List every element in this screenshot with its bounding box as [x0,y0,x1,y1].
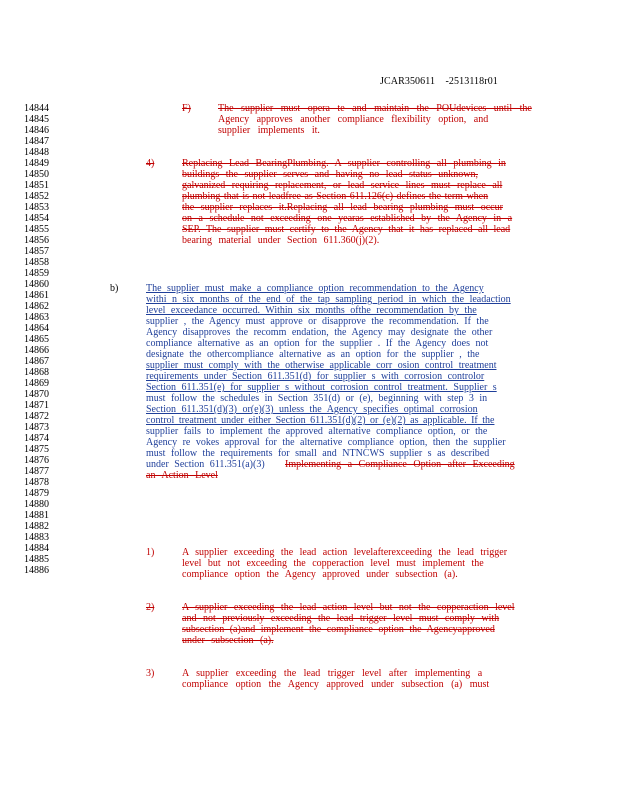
block-b-line: withi n six months of the end of the tap sampling period in which the leadaction [146,294,511,305]
block-b-line: supplier must comply with the otherwise applicable corr osion control treatment [146,360,497,371]
line-number: 14875 [24,444,49,455]
line-number: 14881 [24,510,49,521]
block-4-line: galvanized requiring replacement, or lead service lines must replace all [182,180,503,191]
line-number: 14848 [24,147,49,158]
block-b-line: compliance alternative as an option for the supplier . If the Agency does not [146,338,489,349]
block-f-line: supplier implements it. [218,125,320,136]
item-1-line: A supplier exceeding the lead action levelafterexceeding the lead trigger [182,547,508,558]
line-number: 14845 [24,114,49,125]
block-4-line: buildings the supplier serves and having no lead status unknown, [182,169,478,180]
line-number: 14879 [24,488,49,499]
line-number: 14877 [24,466,49,477]
line-number: 14859 [24,268,49,279]
line-number: 14844 [24,103,49,114]
block-b-deleted-heading: Implementing a Compliance Option after Exceeding [285,459,515,470]
document-version: -2513118r01 [445,76,498,87]
line-number: 14855 [24,224,49,235]
block-4-line: Replacing Lead BearingPlumbing. A supplier controlling all plumbing in [182,158,506,169]
line-number: 14868 [24,367,49,378]
line-number: 14869 [24,378,49,389]
line-number: 14850 [24,169,49,180]
item-3-line: compliance option the Agency approved under subsection (a) must [182,679,490,690]
item-2-line: A supplier exceeding the lead action level but not the copperaction level [182,602,515,613]
line-number: 14884 [24,543,49,554]
block-b-line: control treatment under either Section 611.351(d)(2) or (e)(2) as applicable. If the [146,415,495,426]
line-number: 14857 [24,246,49,257]
block-b-marker: b) [110,283,119,294]
item-1-marker: 1) [146,547,155,558]
line-number: 14866 [24,345,49,356]
line-number: 14883 [24,532,49,543]
line-number: 14861 [24,290,49,301]
line-number: 14856 [24,235,49,246]
block-b-line: designate the othercompliance alternative as an option for the supplier , the [146,349,480,360]
block-b-line: must follow the schedules in Section 351(d) or (e), beginning with step 3 in [146,393,488,404]
line-number: 14864 [24,323,49,334]
line-number: 14870 [24,389,49,400]
block-b-line: supplier , the Agency must approve or disapprove the recommendation. If the [146,316,489,327]
item-3-line: A supplier exceeding the lead trigger level after implementing a [182,668,483,679]
line-number: 14851 [24,180,49,191]
line-number: 14846 [24,125,49,136]
line-number: 14867 [24,356,49,367]
block-4-line: bearing material under Section 611.360(j)(2). [182,235,380,246]
item-1-line: compliance option the Agency approved under subsection (a). [182,569,458,580]
block-b-line: supplier fails to implement the approved alternative compliance option, or the [146,426,488,437]
block-f-line: The supplier must opera te and maintain the POUdevices until the [218,103,532,114]
line-number: 14858 [24,257,49,268]
block-4-line: on a schedule not exceeding one yearas established by the Agency in a [182,213,513,224]
line-number: 14874 [24,433,49,444]
block-b-line: Agency re vokes approval for the alternative compliance option, then the supplier [146,437,506,448]
line-number: 14878 [24,477,49,488]
block-4-line: SEP. The supplier must certify to the Agency that it has replaced all lead [182,224,511,235]
line-number: 14862 [24,301,49,312]
line-number: 14886 [24,565,49,576]
block-4-line: plumbing that is not leadfree as Section 611.126(c) defines the term when [182,191,489,202]
line-number: 14880 [24,499,49,510]
block-f-marker: F) [182,103,191,114]
line-number: 14885 [24,554,49,565]
item-2-line: and not previously exceeding the lead trigger level must comply with [182,613,500,624]
block-b-line: requirements under Section 611.351(d) for supplier s with corrosion controlor [146,371,485,382]
block-b-line: Section 611.351(e) for supplier s without corrosion control treatment. Supplier s [146,382,497,393]
line-number: 14865 [24,334,49,345]
item-2-line: under subsection (a). [182,635,274,646]
line-number: 14847 [24,136,49,147]
line-number: 14876 [24,455,49,466]
line-number: 14873 [24,422,49,433]
item-2-line: subsection (a)and implement the compliance option the Agencyapproved [182,624,495,635]
block-4-marker: 4) [146,158,155,169]
item-3-marker: 3) [146,668,155,679]
block-b-line: level exceedance occurred. Within six months ofthe recommendation by the [146,305,477,316]
block-f-line: Agency approves another compliance flexibility option, and [218,114,489,125]
block-b-line: under Section 611.351(a)(3) [146,459,265,470]
block-b-line: must follow the requirements for small and NTNCWS supplier s as described [146,448,490,459]
line-number: 14853 [24,202,49,213]
block-b-deleted-heading: an Action Level [146,470,218,481]
line-number: 14849 [24,158,49,169]
line-number: 14872 [24,411,49,422]
block-b-line: Section 611.351(d)(3) or(e)(3) unless the Agency specifies optimal corrosion [146,404,478,415]
item-1-line: level but not exceeding the copperaction level must implement the [182,558,484,569]
item-2-marker: 2) [146,602,155,613]
line-number: 14863 [24,312,49,323]
line-number: 14860 [24,279,49,290]
line-number: 14871 [24,400,49,411]
document-id: JCAR350611 [380,76,436,87]
page-header [380,76,498,87]
block-4-line: the supplier replaces it.Replacing all lead bearing plumbing must occur [182,202,503,213]
line-number: 14854 [24,213,49,224]
block-b-line: Agency disapproves the recomm endation, the Agency may designate the other [146,327,493,338]
line-number: 14882 [24,521,49,532]
block-b-line: The supplier must make a compliance option recommendation to the Agency [146,283,484,294]
line-number: 14852 [24,191,49,202]
